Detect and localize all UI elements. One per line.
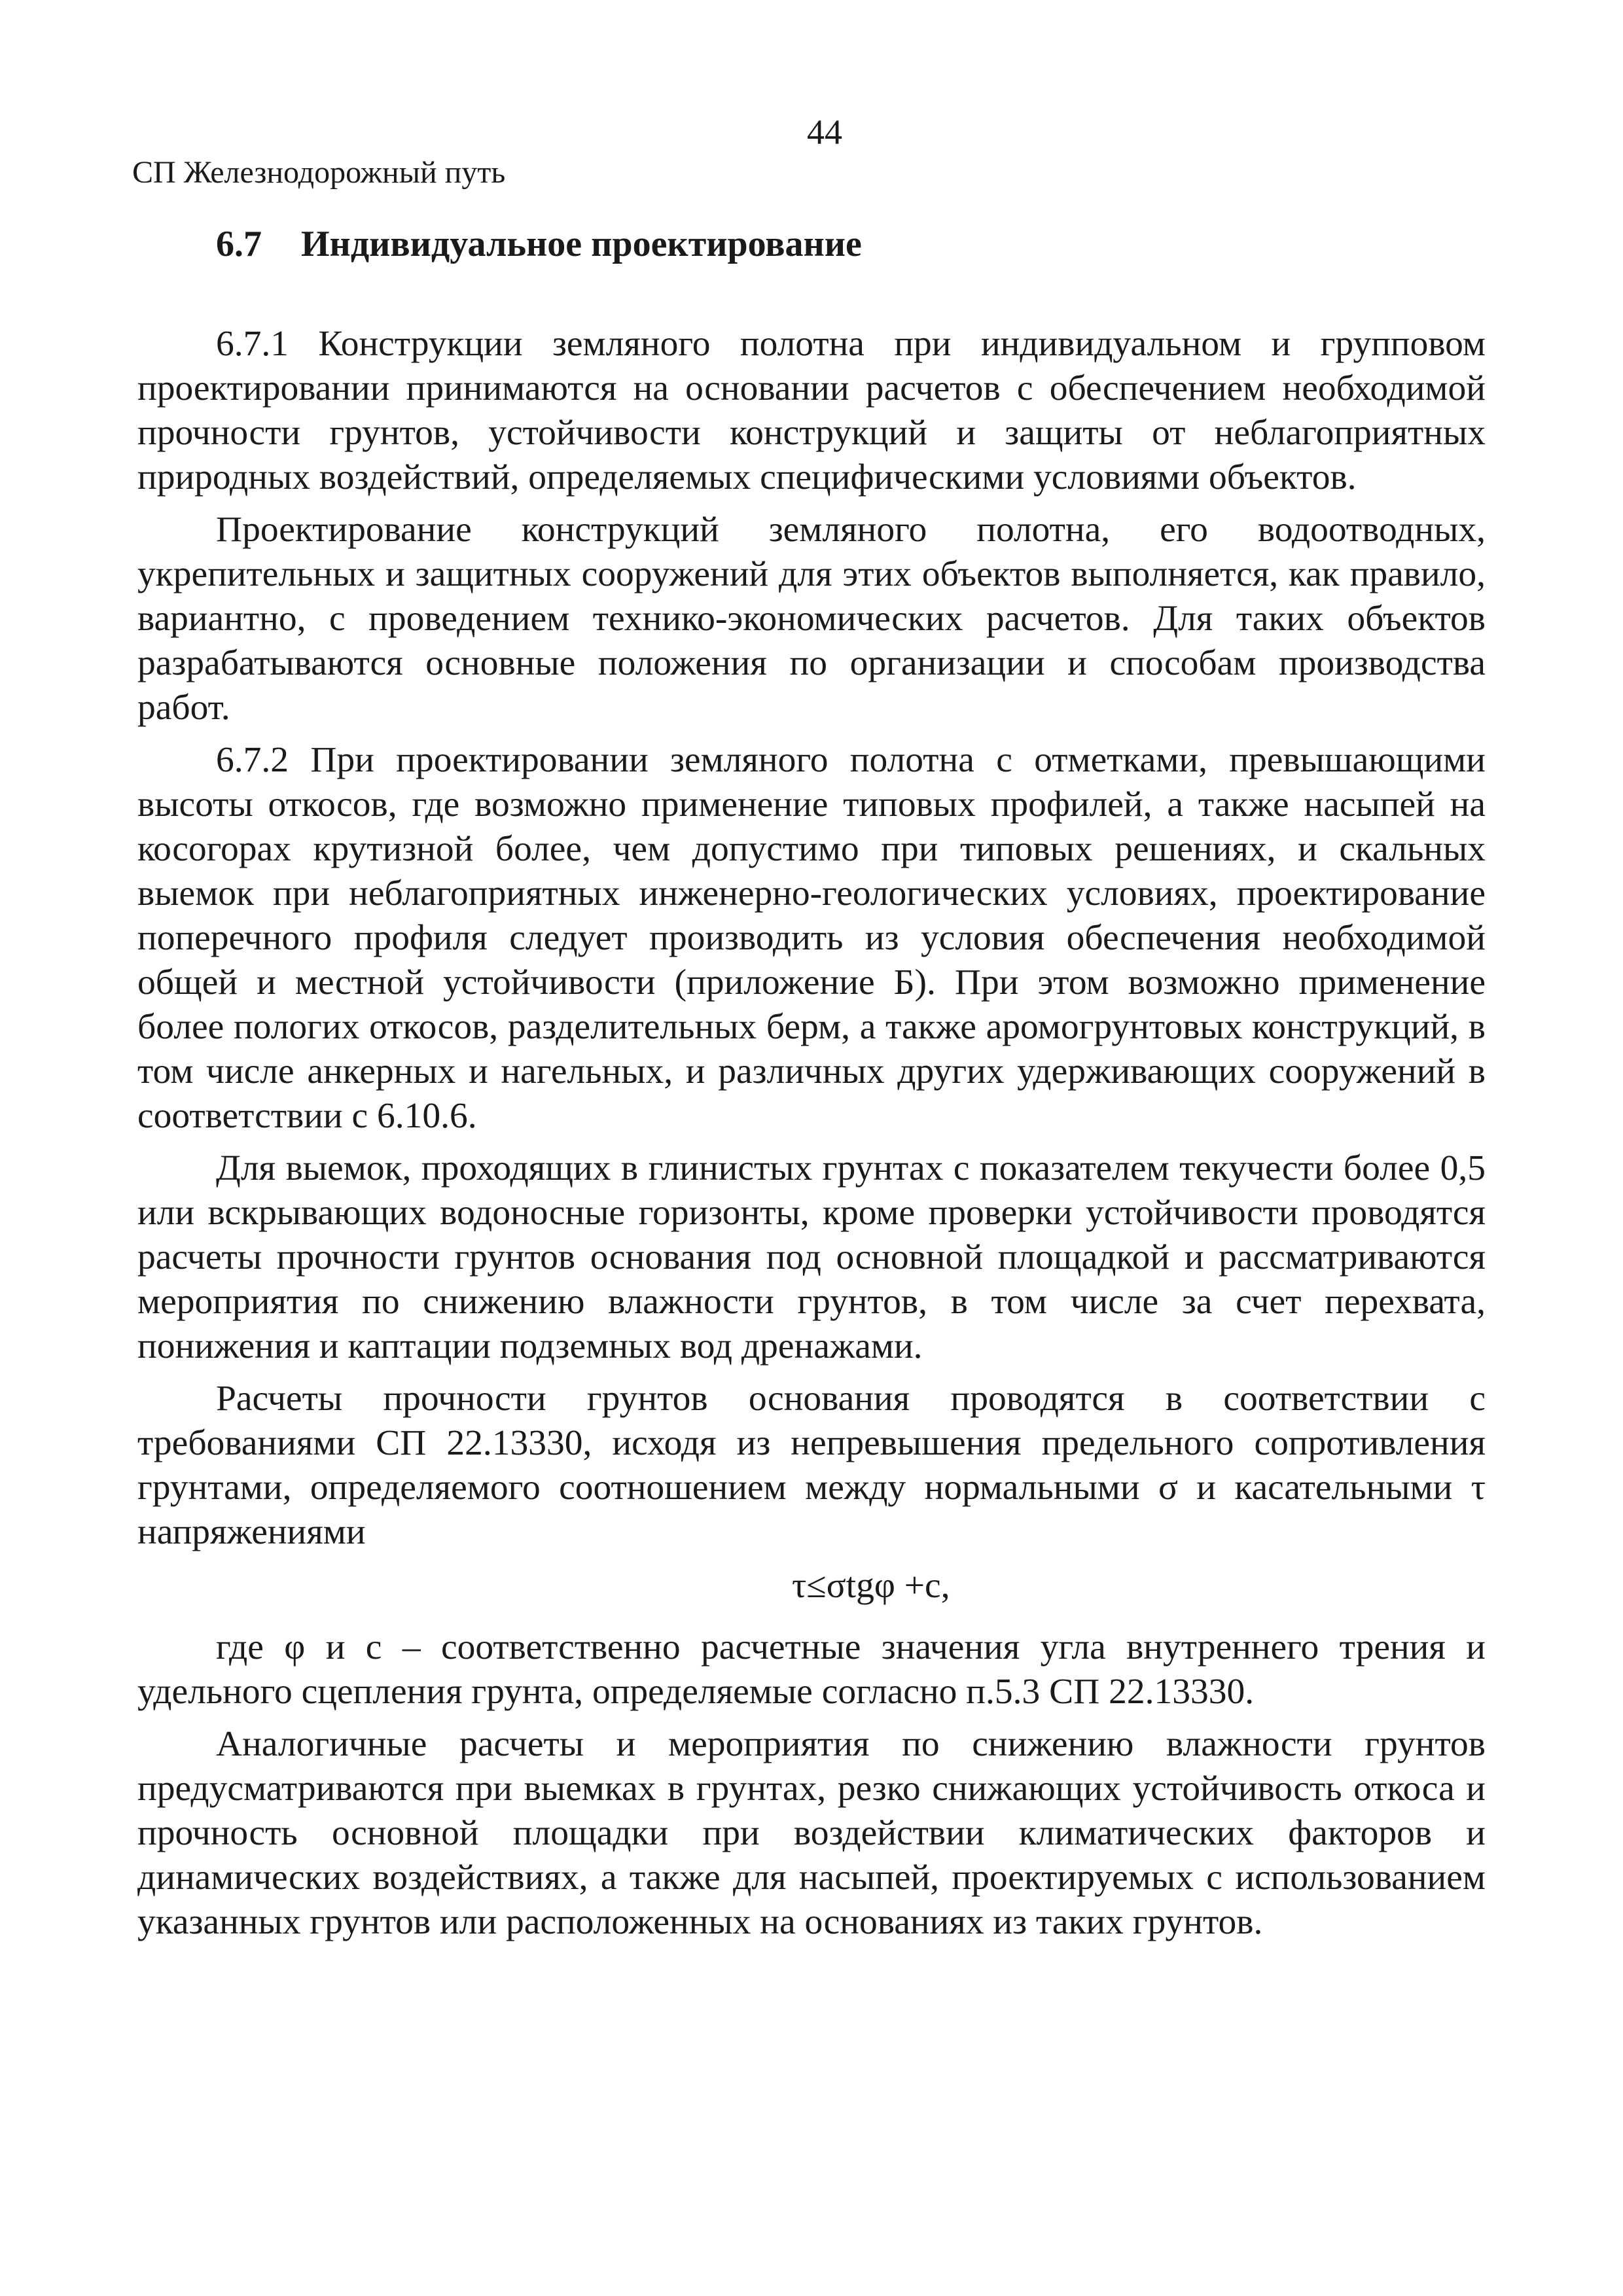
paragraph-strength-calc: Расчеты прочности грунтов основания проводятся в соответствии с требованиями СП 22.13330, исходя из непревышения предельного сопротивления грунтами, определяемого соотношением между нормальными σ и касательными τ напряжениями xyxy=(137,1379,1486,1552)
formula: τ≤σtgφ +c, xyxy=(792,1566,950,1606)
section-number: 6.7 xyxy=(216,224,262,264)
section-heading xyxy=(216,221,862,267)
section-title: Индивидуальное проектирование xyxy=(301,224,862,264)
paragraph-6-7-2: 6.7.2 При проектировании земляного полотна с отметками, превышающими высоты откосов, где возможно применение типовых профилей, а также насыпей на косогорах крутизной более, чем допустимо при типовых решениях, и скальных выемок при неблагоприятных инженерно-геологических условиях, проектирование поперечного профиля следует производить из условия обеспечения необходимой общей и местной устойчивости (приложение Б). При этом возможно применение более пологих откосов, разделительных берм, а также аромогрунтовых конструкций, в том числе анкерных и нагельных, и различных других удерживающих сооружений в соответствии с 6.10.6. xyxy=(137,740,1486,1136)
paragraph-formula-legend: где φ и c – соответственно расчетные значения угла внутреннего трения и удельного сцепления грунта, определяемые согласно п.5.3 СП 22.13330. xyxy=(137,1627,1486,1712)
body-text xyxy=(137,322,1486,1952)
paragraph-excavations: Для выемок, проходящих в глинистых грунтах с показателем текучести более 0,5 или вскрывающих водоносные горизонты, кроме проверки устойчивости проводятся расчеты прочности грунтов основания под основной площадкой и рассматриваются мероприятия по снижению влажности грунтов, в том числе за счет перехвата, понижения и каптации подземных вод дренажами. xyxy=(137,1148,1486,1366)
paragraph-design-variants: Проектирование конструкций земляного полотна, его водоотводных, укрепительных и защитных сооружений для этих объектов выполняется, как правило, вариантно, с проведением технико-экономических расчетов. Для таких объектов разрабатываются основные положения по организации и способам производства работ. xyxy=(137,510,1486,728)
page-number: 44 xyxy=(807,113,842,152)
paragraph-similar-calcs: Аналогичные расчеты и мероприятия по снижению влажности грунтов предусматриваются при выемках в грунтах, резко снижающих устойчивость откоса и прочность основной площадки при воздействии климатических факторов и динамических воздействиях, а также для насыпей, проектируемых с использованием указанных грунтов или расположенных на основаниях из таких грунтов. xyxy=(137,1724,1486,1942)
running-header: СП Железнодорожный путь xyxy=(132,155,506,190)
paragraph-6-7-1: 6.7.1 Конструкции земляного полотна при индивидуальном и групповом проектировании принимаются на основании расчетов с обеспечением необходимой прочности грунтов, устойчивости конструкций и защиты от неблагоприятных природных воздействий, определяемых специфическими условиями объектов. xyxy=(137,324,1486,497)
